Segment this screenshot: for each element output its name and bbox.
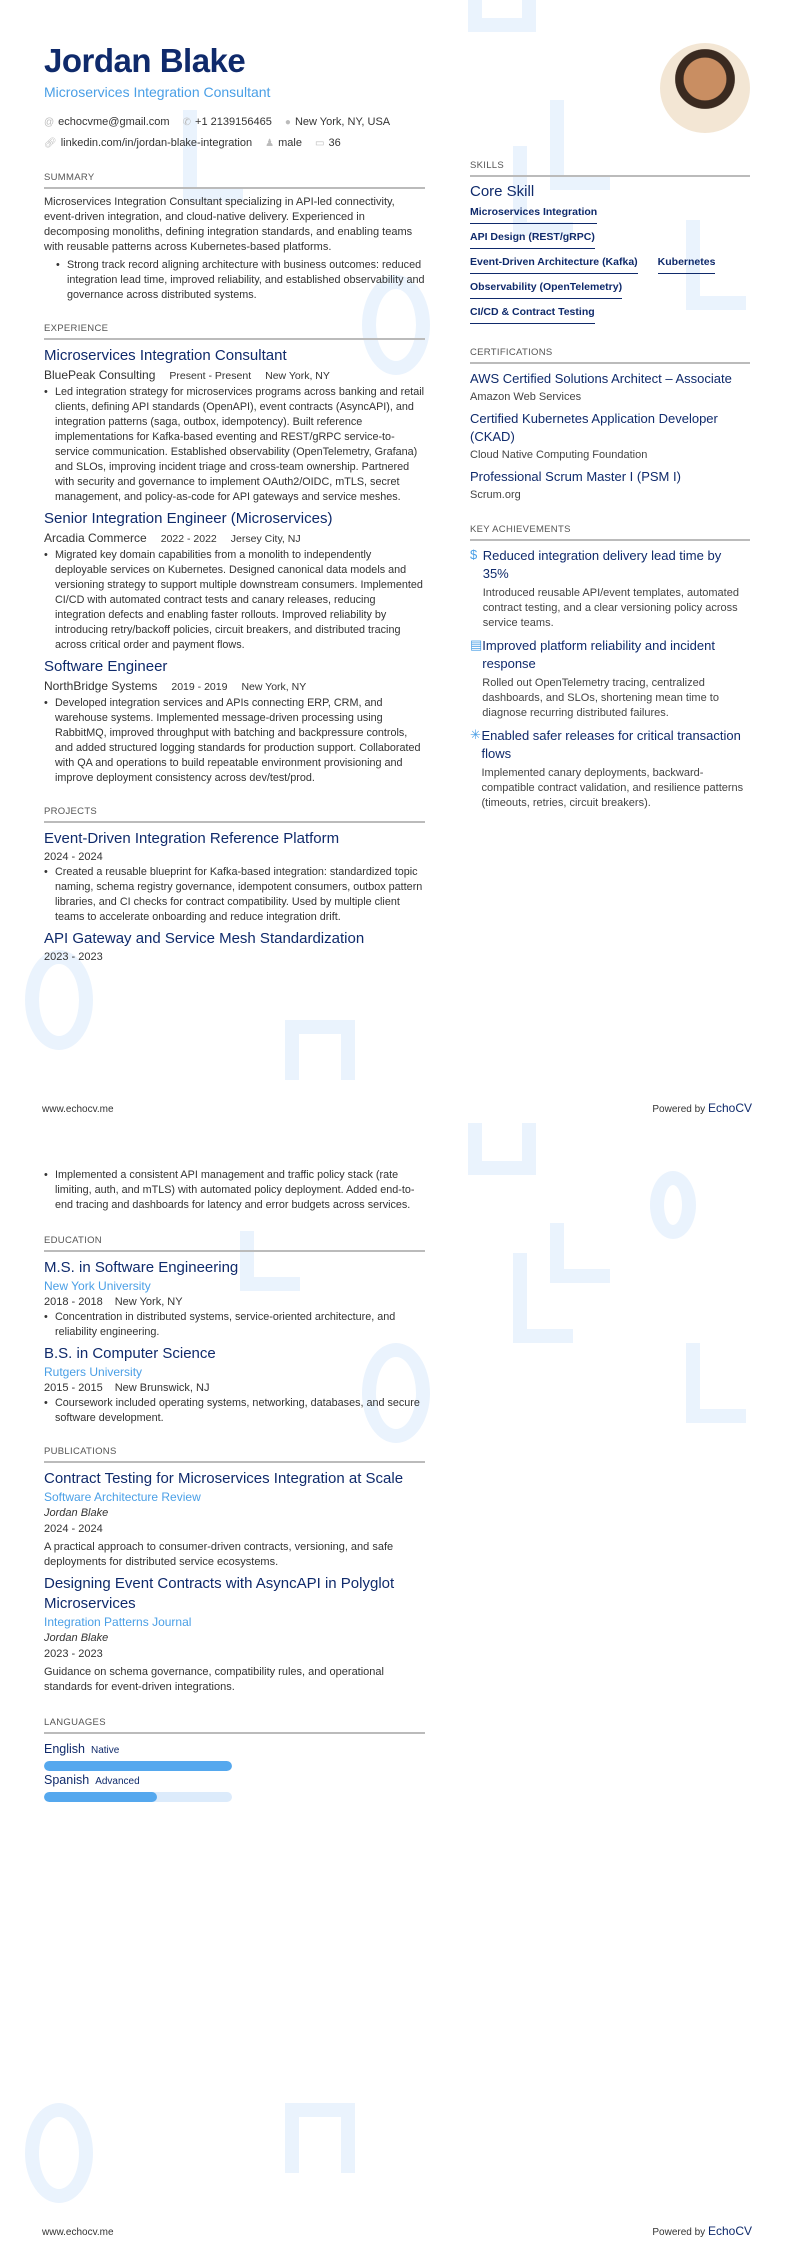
- job-location: New York, NY: [241, 681, 307, 693]
- language-item: [44, 1740, 232, 1771]
- publications-section: [44, 1446, 425, 1695]
- skill-tag: Event-Driven Architecture (Kafka): [470, 252, 638, 274]
- document-icon: ▤: [470, 637, 483, 652]
- cert-title: AWS Certified Solutions Architect – Associate: [470, 371, 732, 386]
- phone[interactable]: +1 2139156465: [195, 116, 272, 128]
- language-item: [44, 1771, 232, 1802]
- publication-author: Jordan Blake: [44, 1632, 109, 1644]
- project-bullet: • Implemented a consistent API management and traffic policy stack (rate limiting, auth, and mTLS) with automated policy deployment. Added end-to-end tracing and dashboards for latency and error budgets across services.: [44, 1168, 425, 1213]
- achievements-section: [470, 524, 750, 811]
- phone-icon: ✆: [182, 117, 192, 128]
- job-dates: Present - Present: [169, 370, 252, 382]
- cert-title: Certified Kubernetes Application Developer (CKAD): [470, 411, 718, 444]
- publication-author: Jordan Blake: [44, 1507, 109, 1519]
- calendar-icon: ▭: [315, 138, 325, 149]
- edu-location: New Brunswick, NJ: [114, 1382, 210, 1394]
- decor-shape: [285, 2103, 355, 2173]
- edu-dates: 2018 - 2018: [44, 1296, 103, 1308]
- section-heading: SKILLS: [470, 160, 750, 177]
- sparkle-icon: ✳: [470, 727, 481, 742]
- section-heading: EXPERIENCE: [44, 323, 425, 340]
- job-role: Microservices Integration Consultant: [44, 347, 287, 364]
- powered-label: Powered by: [652, 2227, 706, 2238]
- achievement-item: [470, 637, 750, 721]
- section-heading: SUMMARY: [44, 172, 425, 189]
- project-bullet: • Created a reusable blueprint for Kafka-based integration: standardized topic naming, schema registry governance, idempotent consumers, outbox pattern libraries, and CI checks for contract compatibility. Used by multiple client teams to accelerate onboarding and reduce integration drift.: [44, 865, 425, 925]
- skill-tag: API Design (REST/gRPC): [470, 227, 595, 249]
- languages-section: [44, 1717, 425, 1802]
- gender: male: [278, 137, 302, 149]
- publication-desc: Guidance on schema governance, compatibility rules, and operational standards for event-driven integrations.: [44, 1666, 384, 1693]
- candidate-name: Jordan Blake: [44, 42, 246, 79]
- projects-section: [44, 806, 425, 965]
- contact-info: [44, 112, 425, 154]
- decor-shape: [468, 0, 536, 32]
- linkedin-link[interactable]: linkedin.com/in/jordan-blake-integration: [60, 137, 253, 149]
- decor-shape: [513, 1253, 573, 1343]
- achievement-desc: Introduced reusable API/event templates, automated contract testing, and a clear versioning policy across service teams.: [482, 587, 739, 629]
- publication-desc: A practical approach to consumer-driven contracts, versioning, and safe deployments for distributed service ecosystems.: [44, 1541, 394, 1568]
- language-name: English: [44, 1742, 85, 1756]
- edu-bullet: • Concentration in distributed systems, service-oriented architecture, and reliability engineering.: [44, 1310, 425, 1340]
- dollar-icon: $: [470, 547, 478, 562]
- publication-dates: 2024 - 2024: [44, 1523, 103, 1535]
- decor-shape: [468, 1123, 536, 1175]
- project-name: Event-Driven Integration Reference Platform: [44, 830, 340, 847]
- edu-bullet: • Coursework included operating systems, networking, databases, and secure software development.: [44, 1396, 425, 1426]
- section-heading: PROJECTS: [44, 806, 425, 823]
- email[interactable]: echocvme@gmail.com: [58, 116, 170, 128]
- school: New York University: [44, 1279, 151, 1293]
- edu-location: New York, NY: [114, 1296, 183, 1308]
- age: 36: [328, 137, 341, 149]
- job-dates: 2022 - 2022: [160, 533, 217, 545]
- cert-title: Professional Scrum Master I (PSM I): [470, 469, 681, 484]
- project-dates: 2023 - 2023: [44, 951, 103, 963]
- decor-shape: [686, 1343, 746, 1423]
- publication-title: Designing Event Contracts with AsyncAPI in Polyglot Microservices: [44, 1575, 395, 1612]
- certifications-section: [470, 347, 750, 504]
- job-bullet: • Led integration strategy for microservices programs across banking and retail clients, defining API standards (OpenAPI), event contracts (AsyncAPI), and integration patterns (saga, outbox, idempotency). Built reference implementations for Kafka-based eventing and REST/gRPC service-to-service communication. Established observability (OpenTelemetry, Grafana) and SLOs, improving incident triage and cross-team ownership. Partnered with security and governance to implement OAuth2/OIDC, mTLS, secret management, and policy-as-code for API gateways and service meshes.: [44, 385, 425, 505]
- skill-tag: Microservices Integration: [470, 202, 597, 224]
- profile-photo: [660, 43, 750, 133]
- language-bar: [44, 1792, 232, 1802]
- edu-dates: 2015 - 2015: [44, 1382, 103, 1394]
- brand-logo: EchoCV: [707, 2224, 752, 2238]
- resume-page-2: [0, 1123, 794, 2246]
- achievement-title: Improved platform reliability and incident response: [482, 638, 715, 671]
- footer-site[interactable]: www.echocv.me: [42, 1104, 114, 1115]
- publication-dates: 2023 - 2023: [44, 1648, 103, 1660]
- language-level: Advanced: [95, 1776, 140, 1787]
- achievement-item: [470, 547, 750, 631]
- achievement-title: Enabled safer releases for critical transaction flows: [481, 728, 741, 761]
- experience-item: [44, 509, 425, 653]
- skill-tag: CI/CD & Contract Testing: [470, 302, 595, 324]
- powered-label: Powered by: [652, 1104, 706, 1115]
- footer-powered: [652, 2224, 752, 2238]
- experience-item: [44, 346, 425, 505]
- publication-venue: Software Architecture Review: [44, 1490, 201, 1504]
- decor-shape: [285, 1020, 355, 1080]
- experience-section: [44, 323, 425, 786]
- location-icon: ●: [284, 117, 291, 128]
- job-bullet: • Migrated key domain capabilities from a monolith to independently deployable services on Kubernetes. Designed canonical data models and versioning strategy to support multiple downstream consumers. Implemented CI/CD with automated contract tests and canary releases, reducing integration defects and enabling faster rollouts. Improved reliability by introducing retry/backoff policies, circuit breakers, and distributed tracing across critical order and payment flows.: [44, 548, 425, 653]
- company: BluePeak Consulting: [44, 368, 156, 382]
- summary-section: [44, 172, 425, 303]
- decor-shape: [650, 1171, 696, 1239]
- language-bar-fill: [44, 1761, 232, 1771]
- degree: B.S. in Computer Science: [44, 1345, 216, 1362]
- section-heading: LANGUAGES: [44, 1717, 425, 1734]
- section-heading: KEY ACHIEVEMENTS: [470, 524, 750, 541]
- degree: M.S. in Software Engineering: [44, 1259, 239, 1276]
- cert-issuer: Scrum.org: [470, 489, 521, 501]
- job-dates: 2019 - 2019: [171, 681, 228, 693]
- job-location: New York, NY: [265, 370, 330, 382]
- cert-issuer: Cloud Native Computing Foundation: [470, 449, 648, 461]
- summary-bullet: • Strong track record aligning architecture with business outcomes: reduced integration lead time, improved reliability, and established observability and governance across distributed systems.: [56, 258, 425, 303]
- skill-group: Core Skill: [470, 183, 535, 200]
- language-name: Spanish: [44, 1773, 90, 1787]
- education-section: [44, 1235, 425, 1426]
- company: Arcadia Commerce: [44, 531, 147, 545]
- achievement-desc: Rolled out OpenTelemetry tracing, centralized dashboards, and SLOs, shortening mean time to diagnose recurring distributed failures.: [482, 677, 719, 719]
- email-icon: @: [44, 117, 55, 128]
- language-bar-fill: [44, 1792, 157, 1802]
- candidate-title: Microservices Integration Consultant: [44, 84, 271, 100]
- achievement-desc: Implemented canary deployments, backward-compatible contract validation, and resilience patterns (timeouts, retries, circuit breakers).: [481, 767, 744, 809]
- achievement-item: [470, 727, 750, 811]
- job-location: Jersey City, NJ: [230, 533, 301, 545]
- school: Rutgers University: [44, 1365, 143, 1379]
- project-name: API Gateway and Service Mesh Standardization: [44, 930, 365, 947]
- person-icon: ♟: [265, 138, 275, 149]
- footer-site[interactable]: www.echocv.me: [42, 2227, 114, 2238]
- section-heading: CERTIFICATIONS: [470, 347, 750, 364]
- section-heading: EDUCATION: [44, 1235, 425, 1252]
- brand-logo: EchoCV: [707, 1101, 752, 1115]
- footer-powered: [652, 1101, 752, 1115]
- decor-shape: [25, 2103, 93, 2203]
- publication-title: Contract Testing for Microservices Integration at Scale: [44, 1470, 404, 1487]
- job-role: Senior Integration Engineer (Microservices): [44, 510, 333, 527]
- skill-tag: Kubernetes: [658, 252, 716, 274]
- experience-item: [44, 657, 425, 786]
- project-dates: 2024 - 2024: [44, 851, 103, 863]
- section-heading: PUBLICATIONS: [44, 1446, 425, 1463]
- cert-issuer: Amazon Web Services: [470, 391, 582, 403]
- language-bar: [44, 1761, 232, 1771]
- company: NorthBridge Systems: [44, 679, 158, 693]
- link-icon: 🔗︎: [44, 138, 57, 149]
- job-bullet: • Developed integration services and APIs connecting ERP, CRM, and warehouse systems. Implemented message-driven processing using RabbitMQ, improved throughput with batching and backpressure controls, and added structured logging standards for production support. Collaborated with QA and operations to build repeatable environment provisioning and improve deployment consistency across dev/test/prod.: [44, 696, 425, 786]
- job-role: Software Engineer: [44, 658, 168, 675]
- summary-text: Microservices Integration Consultant specializing in API-led connectivity, event-driven integration, and cloud-native delivery. Experienced in decomposing monoliths, defining integration standards, and enabling teams with reusable patterns across Kubernetes-based platforms.: [44, 196, 413, 253]
- publication-venue: Integration Patterns Journal: [44, 1615, 192, 1629]
- skill-tag: Observability (OpenTelemetry): [470, 277, 622, 299]
- achievement-title: Reduced integration delivery lead time by 35%: [482, 548, 722, 581]
- skills-section: [470, 160, 750, 327]
- language-level: Native: [91, 1745, 120, 1756]
- location: New York, NY, USA: [294, 116, 391, 128]
